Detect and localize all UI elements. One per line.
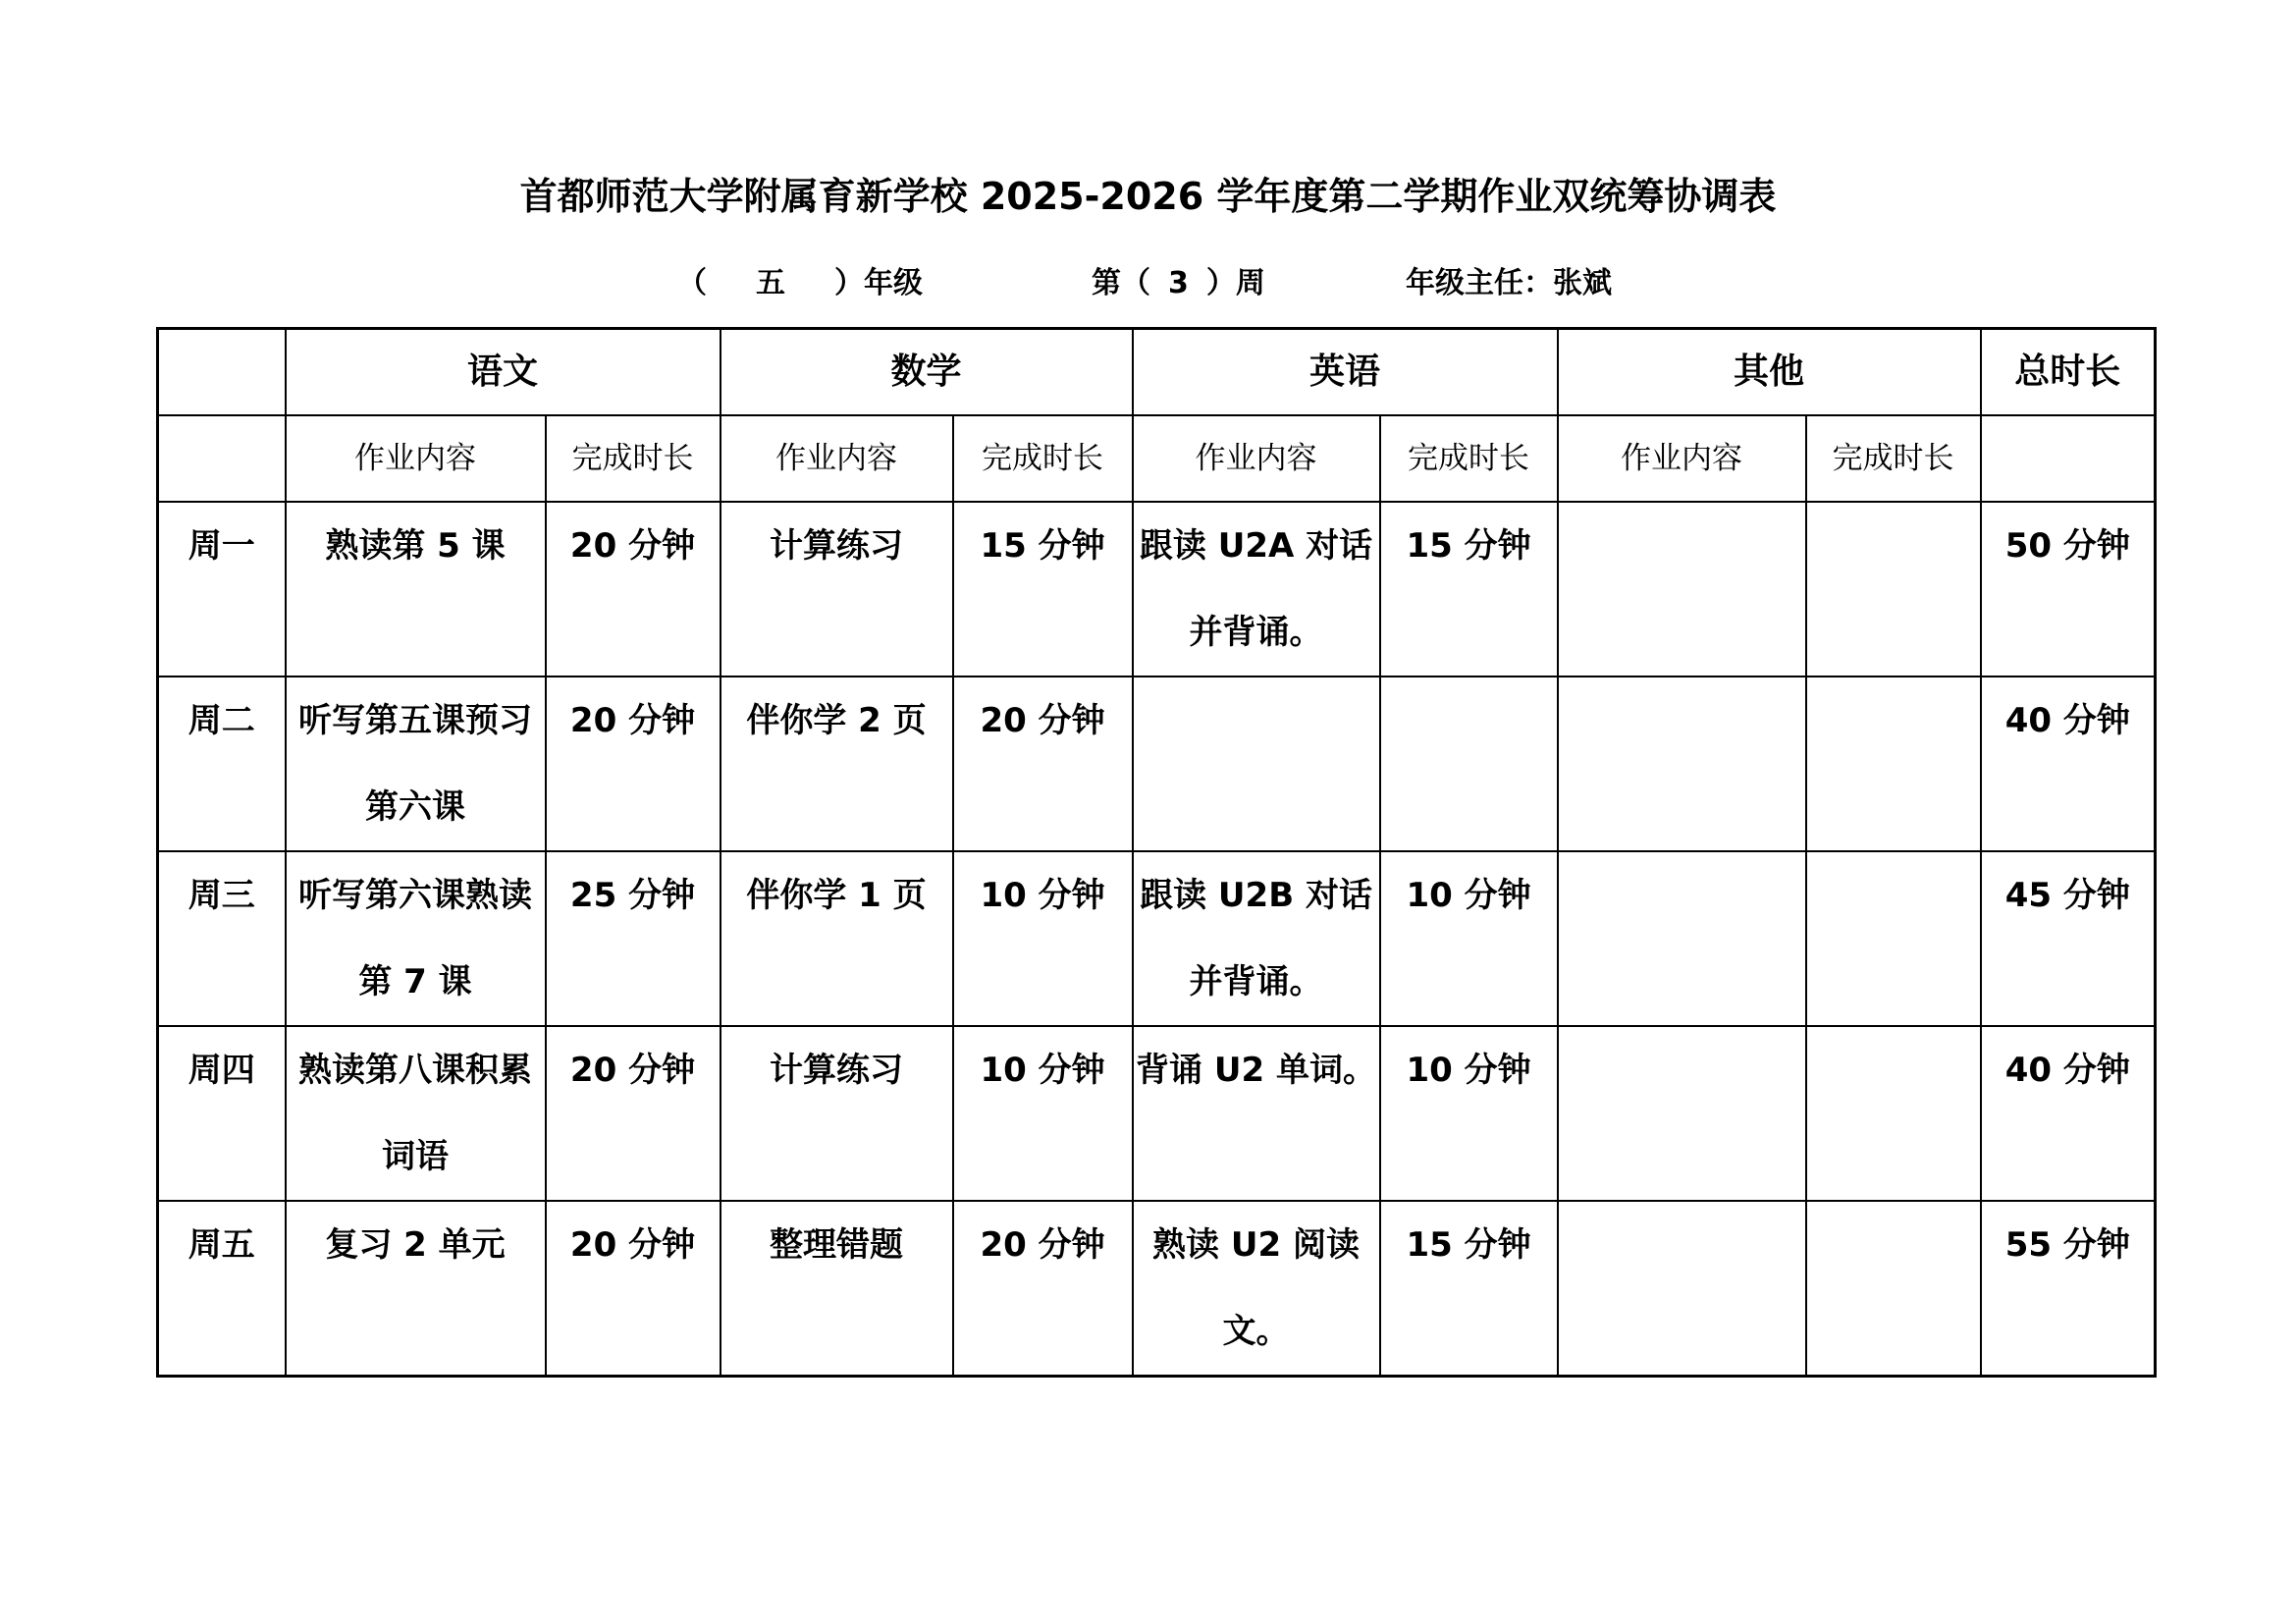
math-content-cell: 计算练习 xyxy=(721,502,953,677)
chinese-content-cell: 熟读第 5 课 xyxy=(286,502,546,677)
homework-schedule-table xyxy=(156,327,2157,1378)
english-time-cell: 15 分钟 xyxy=(1380,502,1558,677)
header-chinese: 语文 xyxy=(286,329,721,416)
sub-header-other-time: 完成时长 xyxy=(1806,415,1981,502)
sub-header-english-time: 完成时长 xyxy=(1380,415,1558,502)
subject-header-row xyxy=(158,329,2156,416)
chinese-content-cell: 听写第六课熟读第 7 课 xyxy=(286,851,546,1026)
corner-cell xyxy=(158,329,286,416)
table-row xyxy=(158,677,2156,851)
director-label: 年级主任： xyxy=(1406,266,1553,300)
day-cell: 周二 xyxy=(158,677,286,851)
document-title: 首都师范大学附属育新学校 2025-2026 学年度第二学期作业双统筹协调表 xyxy=(519,175,1777,218)
sub-header-other-content: 作业内容 xyxy=(1558,415,1806,502)
sub-header-math-time: 完成时长 xyxy=(953,415,1133,502)
header-math: 数学 xyxy=(721,329,1133,416)
english-content-cell: 熟读 U2 阅读文。 xyxy=(1133,1201,1380,1377)
sub-header-blank xyxy=(158,415,286,502)
week-prefix: 第（ xyxy=(1092,266,1150,300)
director-info xyxy=(1406,259,1612,308)
day-cell: 周三 xyxy=(158,851,286,1026)
english-content-cell: 跟读 U2B 对话并背诵。 xyxy=(1133,851,1380,1026)
grade-value: 五 xyxy=(756,266,785,300)
english-time-cell: 10 分钟 xyxy=(1380,851,1558,1026)
week-value: 3 xyxy=(1168,266,1189,300)
other-content-cell xyxy=(1558,851,1806,1026)
chinese-time-cell: 20 分钟 xyxy=(546,1201,721,1377)
grade-open-paren: （ xyxy=(677,266,707,300)
other-time-cell xyxy=(1806,1201,1981,1377)
sub-header-math-content: 作业内容 xyxy=(721,415,953,502)
sub-header-total-blank xyxy=(1981,415,2156,502)
english-content-cell xyxy=(1133,677,1380,851)
other-content-cell xyxy=(1558,1026,1806,1201)
chinese-time-cell: 20 分钟 xyxy=(546,1026,721,1201)
english-content-cell: 背诵 U2 单词。 xyxy=(1133,1026,1380,1201)
week-info xyxy=(1092,259,1265,308)
math-time-cell: 20 分钟 xyxy=(953,1201,1133,1377)
total-cell: 55 分钟 xyxy=(1981,1201,2156,1377)
english-content-cell: 跟读 U2A 对话并背诵。 xyxy=(1133,502,1380,677)
day-cell: 周一 xyxy=(158,502,286,677)
week-suffix: ）周 xyxy=(1205,266,1265,300)
math-time-cell: 15 分钟 xyxy=(953,502,1133,677)
total-cell: 40 分钟 xyxy=(1981,1026,2156,1201)
sub-header-chinese-time: 完成时长 xyxy=(546,415,721,502)
other-time-cell xyxy=(1806,677,1981,851)
table-row xyxy=(158,851,2156,1026)
total-cell: 45 分钟 xyxy=(1981,851,2156,1026)
table-row xyxy=(158,502,2156,677)
english-time-cell xyxy=(1380,677,1558,851)
other-content-cell xyxy=(1558,502,1806,677)
chinese-content-cell: 熟读第八课积累词语 xyxy=(286,1026,546,1201)
header-english: 英语 xyxy=(1133,329,1558,416)
math-time-cell: 10 分钟 xyxy=(953,851,1133,1026)
other-time-cell xyxy=(1806,851,1981,1026)
table-row xyxy=(158,1026,2156,1201)
other-time-cell xyxy=(1806,1026,1981,1201)
director-name: 张斌 xyxy=(1553,266,1612,300)
other-content-cell xyxy=(1558,1201,1806,1377)
math-content-cell: 计算练习 xyxy=(721,1026,953,1201)
math-content-cell: 伴你学 1 页 xyxy=(721,851,953,1026)
sub-header-chinese-content: 作业内容 xyxy=(286,415,546,502)
english-time-cell: 15 分钟 xyxy=(1380,1201,1558,1377)
math-time-cell: 10 分钟 xyxy=(953,1026,1133,1201)
total-cell: 40 分钟 xyxy=(1981,677,2156,851)
math-content-cell: 整理错题 xyxy=(721,1201,953,1377)
day-cell: 周四 xyxy=(158,1026,286,1201)
grade-info xyxy=(677,259,923,308)
other-time-cell xyxy=(1806,502,1981,677)
english-time-cell: 10 分钟 xyxy=(1380,1026,1558,1201)
math-time-cell: 20 分钟 xyxy=(953,677,1133,851)
sub-header-row xyxy=(158,415,2156,502)
header-total: 总时长 xyxy=(1981,329,2156,416)
grade-close-label: ）年级 xyxy=(834,266,923,300)
total-cell: 50 分钟 xyxy=(1981,502,2156,677)
chinese-time-cell: 25 分钟 xyxy=(546,851,721,1026)
chinese-time-cell: 20 分钟 xyxy=(546,677,721,851)
header-other: 其他 xyxy=(1558,329,1981,416)
chinese-content-cell: 复习 2 单元 xyxy=(286,1201,546,1377)
math-content-cell: 伴你学 2 页 xyxy=(721,677,953,851)
chinese-time-cell: 20 分钟 xyxy=(546,502,721,677)
other-content-cell xyxy=(1558,677,1806,851)
sub-header-english-content: 作业内容 xyxy=(1133,415,1380,502)
table-row xyxy=(158,1201,2156,1377)
chinese-content-cell: 听写第五课预习第六课 xyxy=(286,677,546,851)
day-cell: 周五 xyxy=(158,1201,286,1377)
